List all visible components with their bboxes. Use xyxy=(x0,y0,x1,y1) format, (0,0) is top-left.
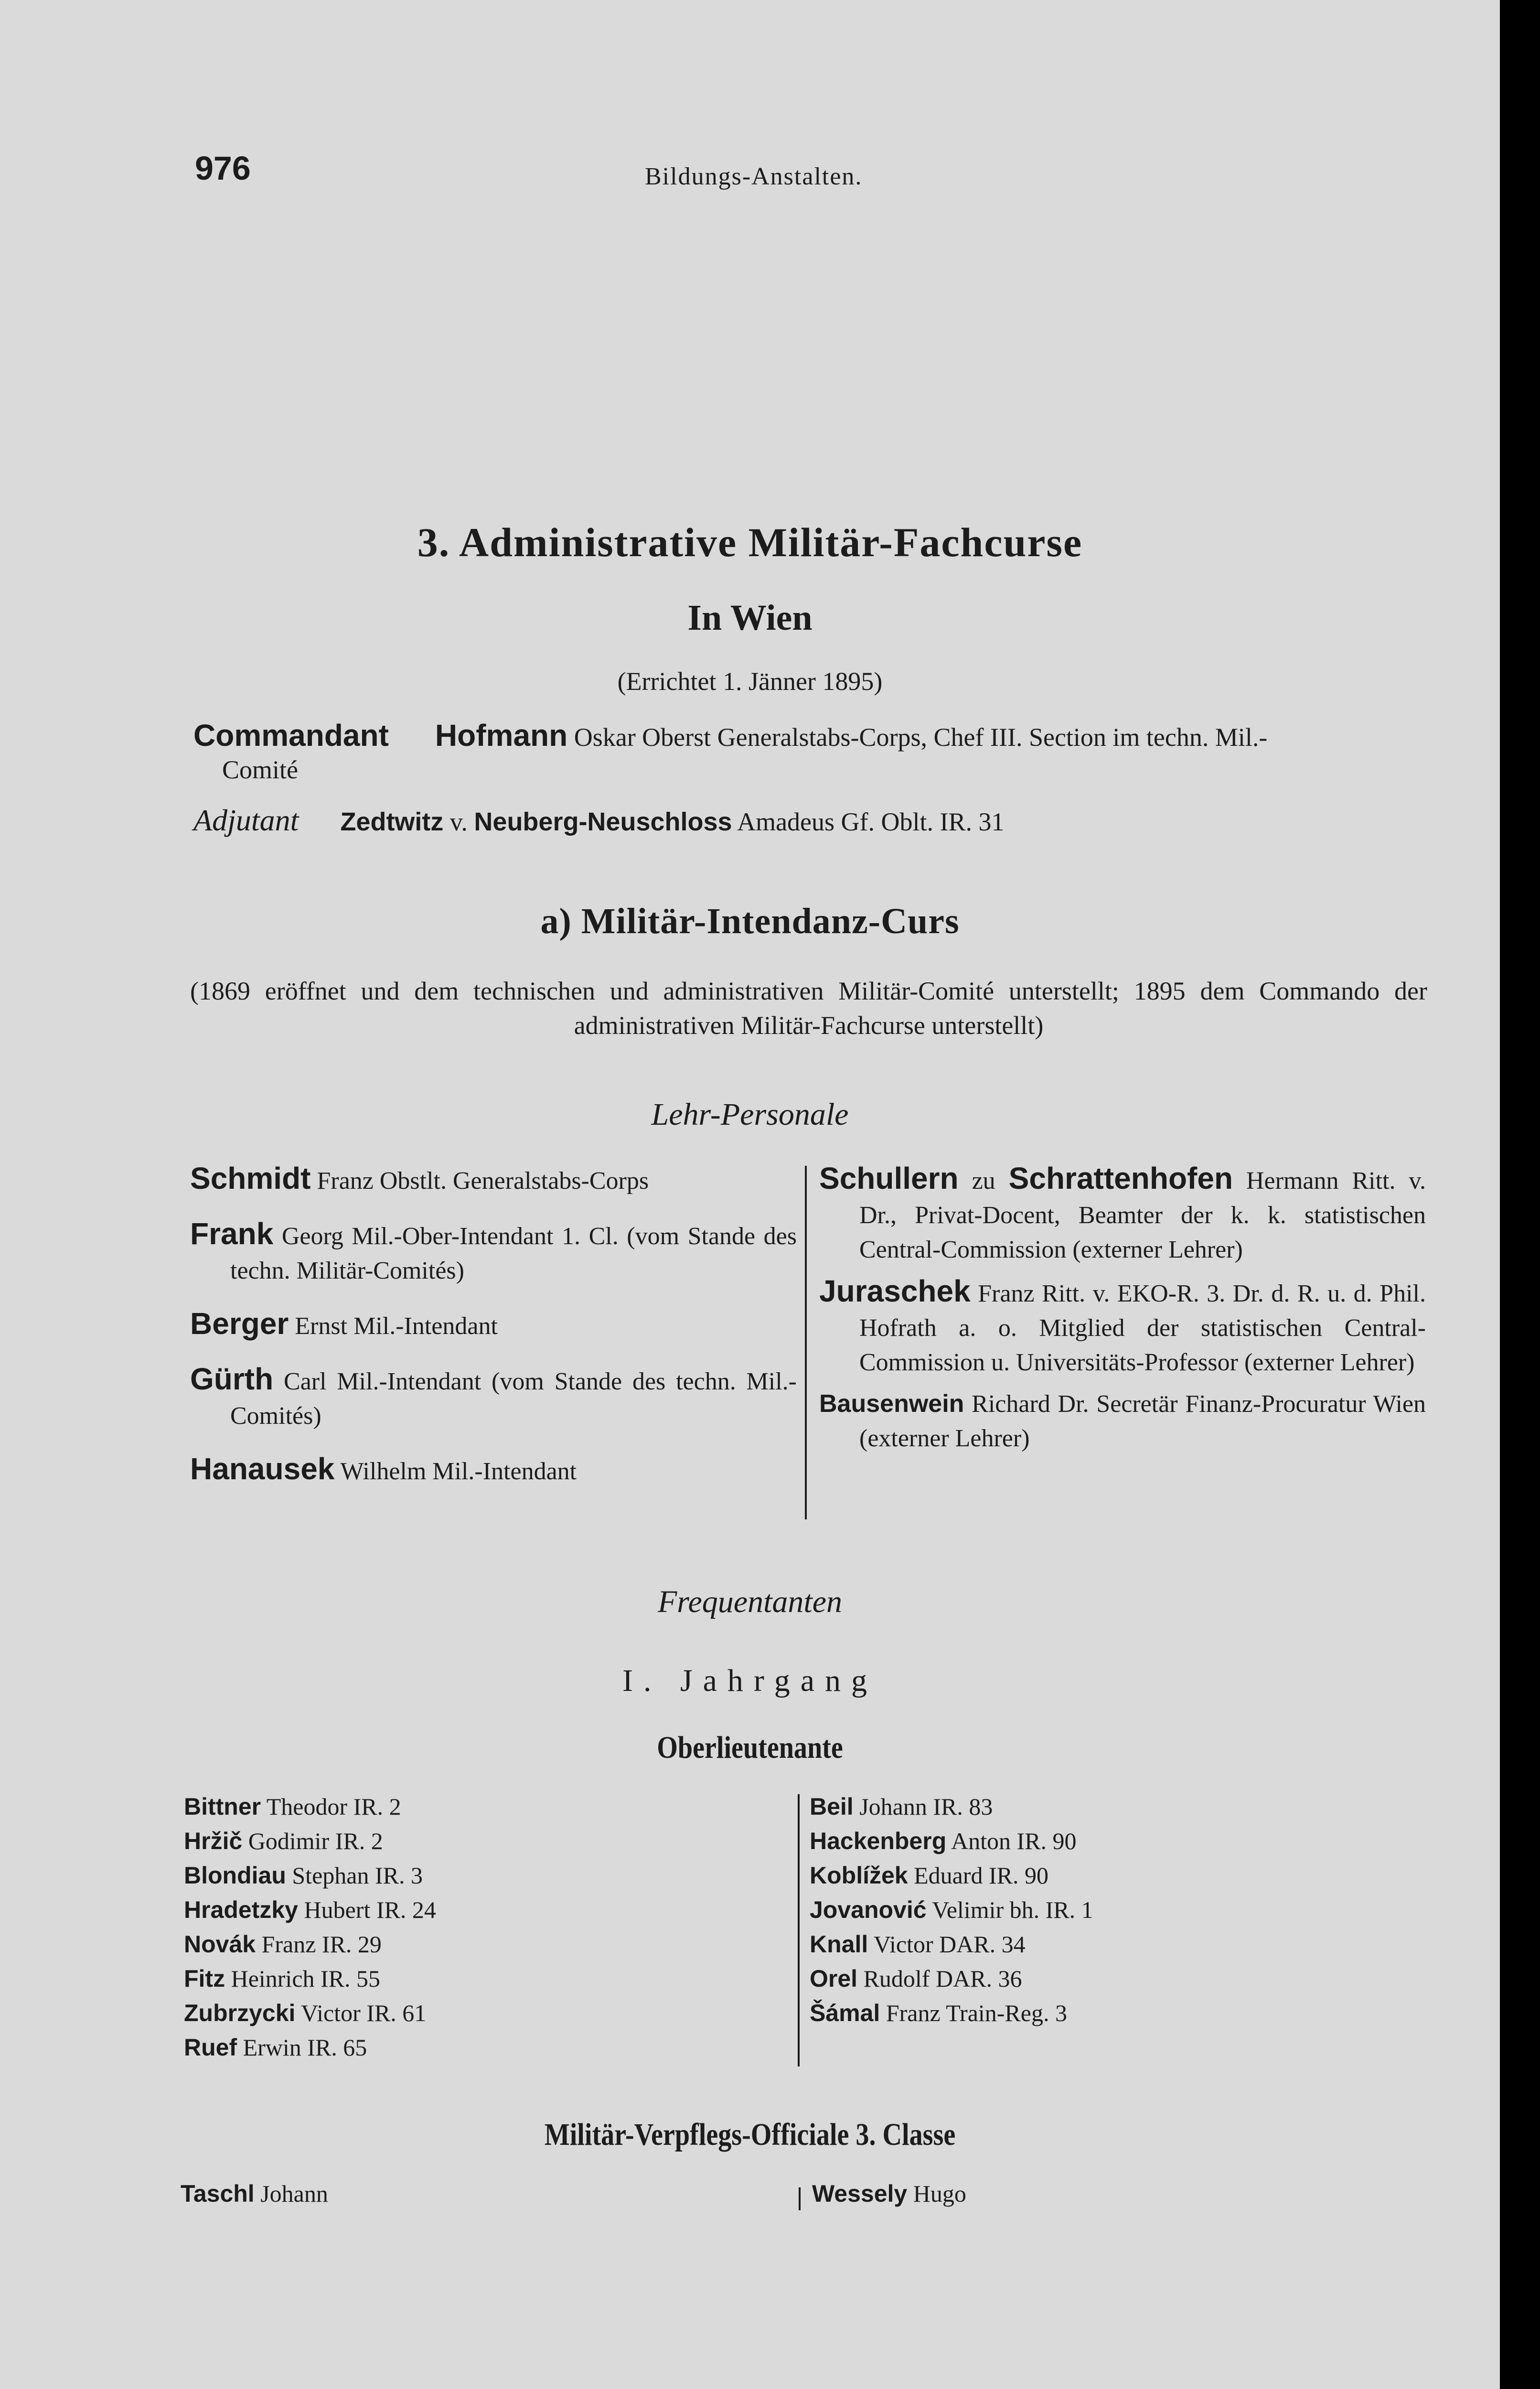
column-divider xyxy=(805,1166,807,1519)
page-number: 976 xyxy=(195,150,251,187)
jahrgang-heading: I. Jahrgang xyxy=(622,1663,878,1698)
list-item-name: Šámal xyxy=(810,2000,880,2026)
list-item-details: Rudolf DAR. 36 xyxy=(863,1965,1022,1992)
lehr-name-joiner: zu xyxy=(972,1167,995,1194)
list-item-details: Victor IR. 61 xyxy=(301,2000,427,2026)
list-item xyxy=(184,1893,776,1927)
lehr-details: Franz Obstlt. Generalstabs-Corps xyxy=(317,1167,649,1194)
adjutant-role: Adjutant xyxy=(193,803,299,837)
frequentanten-heading: Frequentanten xyxy=(657,1584,843,1619)
list-item-name: Knall xyxy=(810,1931,868,1958)
list-item-details: Theodor IR. 2 xyxy=(266,1793,401,1820)
list-item-name: Hržič xyxy=(184,1828,243,1854)
list-item xyxy=(810,1893,1402,1927)
lehr-details: Carl Mil.-Intendant (vom Stande des techn. Mil.-Comités) xyxy=(230,1368,797,1430)
oberlieutenante-right-list xyxy=(810,1789,1402,2030)
lehr-entry xyxy=(190,1306,797,1344)
lehr-personale-heading: Lehr-Personale xyxy=(651,1097,849,1132)
list-item-name: Beil xyxy=(810,1793,854,1820)
list-item-details: Hubert IR. 24 xyxy=(304,1896,436,1923)
course-a-title: a) Militär-Intendanz-Curs xyxy=(540,901,960,941)
lehr-details: Richard Dr. Secretär Finanz-Procuratur Wien (externer Lehrer) xyxy=(859,1390,1426,1452)
list-item-name: Novák xyxy=(184,1931,256,1958)
oberlieutenante-heading: Oberlieutenante xyxy=(657,1730,843,1765)
lehr-details: Wilhelm Mil.-Intendant xyxy=(340,1458,577,1485)
adjutant-entry xyxy=(193,803,1426,838)
lehr-details: Ernst Mil.-Intendant xyxy=(295,1313,498,1340)
lehr-name: Schullern xyxy=(819,1161,959,1195)
oberlieutenante-left-list xyxy=(184,1789,776,2065)
lehr-entry xyxy=(190,1362,797,1433)
list-item-details: Hugo xyxy=(913,2180,966,2207)
column-divider xyxy=(799,2187,801,2210)
section-location: In Wien xyxy=(687,598,813,638)
list-item xyxy=(810,1961,1402,1996)
lehr-entry xyxy=(819,1161,1426,1267)
list-item xyxy=(810,1789,1402,1824)
lehr-name: Gürth xyxy=(190,1362,274,1396)
lehr-entry xyxy=(190,1452,797,1489)
verpflegs-right-list xyxy=(812,2176,1404,2211)
lehr-name2: Schrattenhofen xyxy=(1008,1161,1233,1195)
lehr-name: Juraschek xyxy=(819,1274,971,1308)
commandant-name: Hofmann xyxy=(435,718,568,753)
lehr-name: Frank xyxy=(190,1216,274,1251)
lehr-name: Schmidt xyxy=(190,1161,311,1195)
list-item-name: Orel xyxy=(810,1965,858,1992)
list-item-name: Blondiau xyxy=(184,1862,286,1889)
list-item-name: Jovanović xyxy=(810,1896,927,1923)
list-item xyxy=(184,2030,776,2065)
section-title: 3. Administrative Militär-Fachcurse xyxy=(417,519,1083,565)
list-item-details: Heinrich IR. 55 xyxy=(231,1965,381,1992)
lehr-details: Hermann Ritt. v. Dr., Privat-Docent, Beamter der k. k. statistischen Central-Commission (externer Lehrer) xyxy=(859,1167,1426,1263)
lehr-name: Hanausek xyxy=(190,1452,335,1486)
list-item-name: Hradetzky xyxy=(184,1896,298,1923)
adjutant-details: Amadeus Gf. Oblt. IR. 31 xyxy=(737,807,1005,836)
list-item xyxy=(184,1927,776,1961)
list-item-details: Erwin IR. 65 xyxy=(243,2034,367,2061)
list-item xyxy=(184,1996,776,2030)
adjutant-name: Zedtwitz xyxy=(340,807,444,836)
list-item-name: Fitz xyxy=(184,1965,225,1992)
list-item xyxy=(184,1858,776,1893)
adjutant-name-extra: Neuberg-Neuschloss xyxy=(474,807,732,836)
list-item xyxy=(181,2176,773,2211)
lehr-name: Berger xyxy=(190,1306,289,1341)
running-title: Bildungs-Anstalten. xyxy=(645,163,863,190)
lehr-entry xyxy=(190,1216,797,1288)
lehr-entry xyxy=(819,1274,1426,1380)
list-item-name: Taschl xyxy=(181,2180,255,2207)
verpflegs-left-list xyxy=(181,2176,773,2211)
lehr-details: Franz Ritt. v. EKO-R. 3. Dr. d. R. u. d. Phil. Hofrath a. o. Mitglied der statistischen Central-Commission u. Universitäts-Professor (externer Lehrer) xyxy=(859,1280,1426,1376)
adjutant-name-joiner: v. xyxy=(449,807,468,836)
lehr-name: Bausenwein xyxy=(819,1390,964,1418)
commandant-entry xyxy=(193,719,1426,786)
list-item-details: Johann xyxy=(260,2180,328,2207)
lehr-personale-left xyxy=(190,1161,797,1489)
list-item xyxy=(810,1927,1402,1961)
list-item-name: Koblížek xyxy=(810,1862,908,1889)
list-item xyxy=(810,1858,1402,1893)
established-note: (Errichtet 1. Jänner 1895) xyxy=(617,667,883,696)
lehr-entry xyxy=(819,1387,1426,1456)
list-item-name: Hackenberg xyxy=(810,1828,947,1854)
list-item-details: Anton IR. 90 xyxy=(951,1828,1077,1854)
list-item-name: Zubrzycki xyxy=(184,2000,296,2026)
list-item-name: Bittner xyxy=(184,1793,261,1820)
commandant-role: Commandant xyxy=(193,718,389,753)
course-a-note: (1869 eröffnet und dem technischen und administrativen Militär-Comité unterstellt; 1895 dem Commando der administrativen Militär-Fachcurse unterstellt) xyxy=(190,977,1427,1040)
list-item xyxy=(810,1996,1402,2030)
lehr-details: Georg Mil.-Ober-Intendant 1. Cl. (vom Stande des techn. Militär-Comités) xyxy=(230,1223,797,1284)
list-item xyxy=(184,1961,776,1996)
list-item-details: Stephan IR. 3 xyxy=(292,1862,423,1889)
column-divider xyxy=(798,1794,800,2066)
list-item xyxy=(812,2176,1404,2211)
lehr-entry xyxy=(190,1161,797,1198)
list-item-details: Godimir IR. 2 xyxy=(248,1828,383,1854)
list-item-details: Velimir bh. IR. 1 xyxy=(932,1896,1093,1923)
list-item-details: Franz IR. 29 xyxy=(261,1931,382,1958)
list-item-details: Eduard IR. 90 xyxy=(914,1862,1048,1889)
list-item-name: Wessely xyxy=(812,2180,908,2207)
list-item-details: Johann IR. 83 xyxy=(859,1793,993,1820)
list-item xyxy=(184,1824,776,1858)
verpflegs-heading: Militär-Verpflegs-Officiale 3. Classe xyxy=(544,2117,956,2152)
list-item xyxy=(184,1789,776,1824)
commandant-details-cont: Comité xyxy=(222,755,298,784)
lehr-personale-right xyxy=(819,1161,1426,1456)
list-item xyxy=(810,1824,1402,1858)
list-item-details: Franz Train-Reg. 3 xyxy=(886,2000,1067,2026)
list-item-name: Ruef xyxy=(184,2034,237,2061)
commandant-details: Oskar Oberst Generalstabs-Corps, Chef III. Section im techn. Mil.- xyxy=(574,723,1268,752)
list-item-details: Victor DAR. 34 xyxy=(873,1931,1026,1958)
